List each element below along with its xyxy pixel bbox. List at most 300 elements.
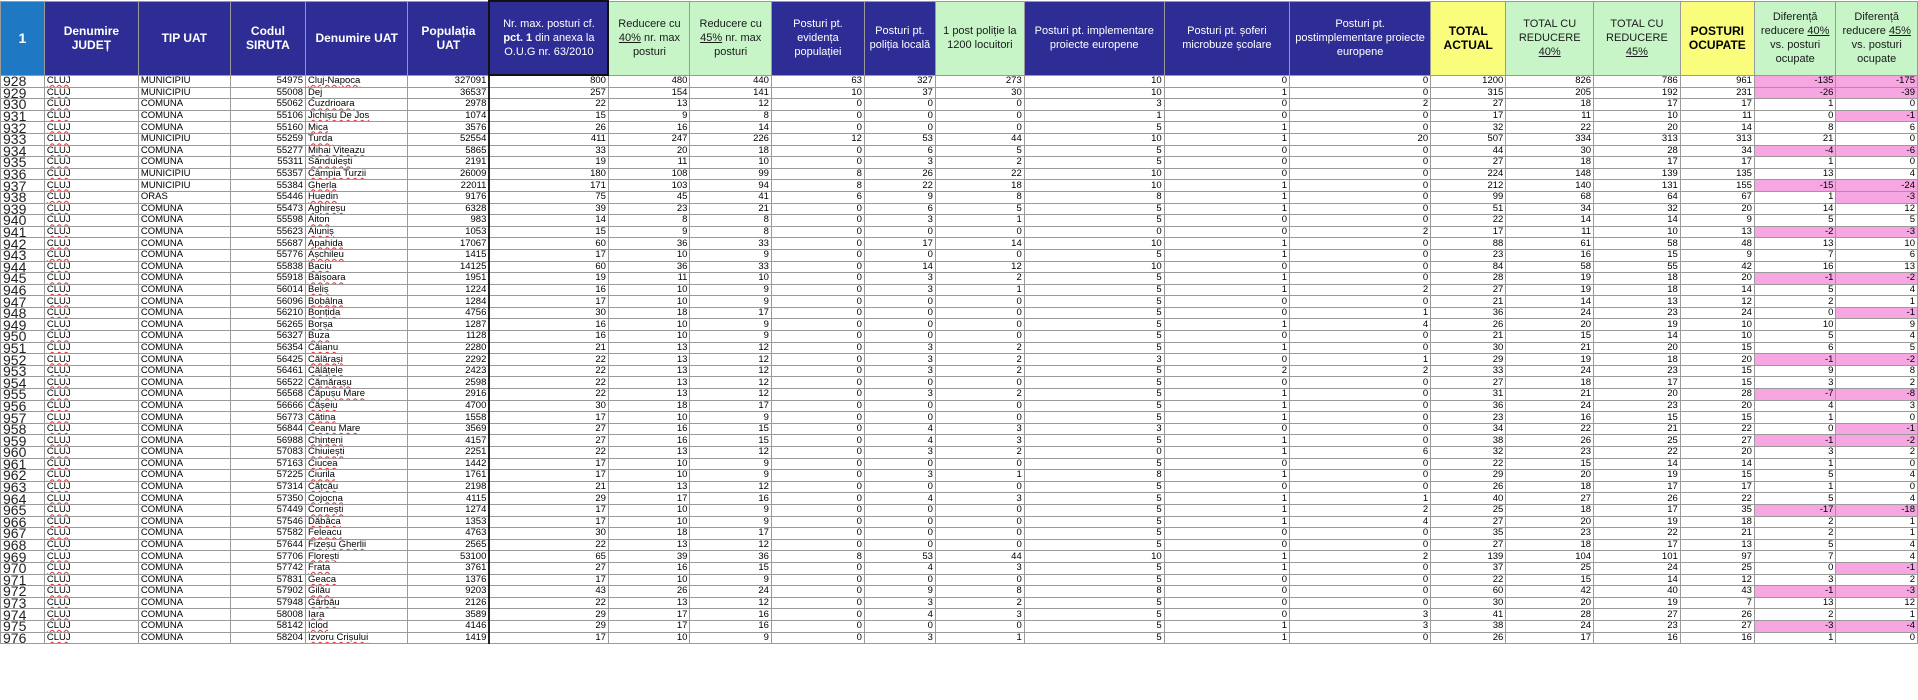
table-row[interactable] <box>1 551 1918 563</box>
evidenta-cell[interactable]: 0 <box>771 632 864 644</box>
posturi-ocupate-cell[interactable]: 14 <box>1680 458 1754 470</box>
politia-locala-cell[interactable]: 26 <box>864 168 935 180</box>
evidenta-cell[interactable]: 0 <box>771 597 864 609</box>
row-number-cell[interactable]: 963 <box>1 481 45 493</box>
post-1200-cell[interactable]: 0 <box>935 620 1024 632</box>
populatia-cell[interactable]: 1353 <box>408 516 489 528</box>
max-posturi-cell[interactable]: 75 <box>489 191 608 203</box>
posturi-ocupate-cell[interactable]: 15 <box>1680 342 1754 354</box>
politia-locala-cell[interactable]: 0 <box>864 539 935 551</box>
total-actual-cell[interactable]: 40 <box>1431 493 1506 505</box>
max-posturi-cell[interactable]: 17 <box>489 249 608 261</box>
post-1200-cell[interactable]: 3 <box>935 435 1024 447</box>
reducere-45-cell[interactable]: 9 <box>690 331 771 343</box>
reducere-40-cell[interactable]: 9 <box>608 110 689 122</box>
denumire-uat-cell[interactable]: Câmpia Turzii <box>306 168 408 180</box>
implementare-cell[interactable]: 5 <box>1024 458 1164 470</box>
row-number-cell[interactable]: 956 <box>1 400 45 412</box>
cod-siruta-cell[interactable]: 55357 <box>230 168 305 180</box>
post-1200-cell[interactable]: 2 <box>935 273 1024 285</box>
total-45-cell[interactable]: 25 <box>1594 435 1681 447</box>
evidenta-cell[interactable]: 0 <box>771 377 864 389</box>
cod-siruta-cell[interactable]: 56666 <box>230 400 305 412</box>
diferenta-45-cell[interactable]: 4 <box>1836 470 1918 482</box>
posturi-ocupate-cell[interactable]: 17 <box>1680 481 1754 493</box>
posturi-ocupate-cell[interactable]: 12 <box>1680 574 1754 586</box>
postimplementare-cell[interactable]: 0 <box>1290 423 1431 435</box>
diferenta-40-cell[interactable]: 3 <box>1754 574 1835 586</box>
soferi-cell[interactable]: 0 <box>1164 261 1289 273</box>
soferi-cell[interactable]: 1 <box>1164 516 1289 528</box>
max-posturi-cell[interactable]: 22 <box>489 389 608 401</box>
reducere-45-cell[interactable]: 8 <box>690 215 771 227</box>
evidenta-cell[interactable]: 12 <box>771 133 864 145</box>
max-posturi-cell[interactable]: 17 <box>489 632 608 644</box>
reducere-45-cell[interactable]: 12 <box>690 377 771 389</box>
total-actual-cell[interactable]: 38 <box>1431 435 1506 447</box>
post-1200-cell[interactable]: 0 <box>935 458 1024 470</box>
soferi-cell[interactable]: 0 <box>1164 168 1289 180</box>
diferenta-45-cell[interactable]: 0 <box>1836 99 1918 111</box>
tip-uat-cell[interactable]: COMUNA <box>138 99 230 111</box>
reducere-40-cell[interactable]: 8 <box>608 215 689 227</box>
table-row[interactable] <box>1 620 1918 632</box>
total-actual-cell[interactable]: 29 <box>1431 470 1506 482</box>
total-45-cell[interactable]: 23 <box>1594 620 1681 632</box>
cod-siruta-cell[interactable]: 55259 <box>230 133 305 145</box>
reducere-45-cell[interactable]: 9 <box>690 412 771 424</box>
header-denumire-uat[interactable]: Denumire UAT <box>306 1 408 75</box>
politia-locala-cell[interactable]: 0 <box>864 400 935 412</box>
posturi-ocupate-cell[interactable]: 24 <box>1680 307 1754 319</box>
total-actual-cell[interactable]: 1200 <box>1431 75 1506 87</box>
soferi-cell[interactable]: 0 <box>1164 215 1289 227</box>
diferenta-40-cell[interactable]: 10 <box>1754 319 1835 331</box>
post-1200-cell[interactable]: 3 <box>935 562 1024 574</box>
max-posturi-cell[interactable]: 60 <box>489 261 608 273</box>
reducere-45-cell[interactable]: 33 <box>690 261 771 273</box>
denumire-uat-cell[interactable]: Cătina <box>306 412 408 424</box>
row-number-cell[interactable]: 952 <box>1 354 45 366</box>
politia-locala-cell[interactable]: 0 <box>864 296 935 308</box>
post-1200-cell[interactable]: 1 <box>935 470 1024 482</box>
reducere-40-cell[interactable]: 10 <box>608 574 689 586</box>
soferi-cell[interactable]: 1 <box>1164 203 1289 215</box>
implementare-cell[interactable]: 0 <box>1024 226 1164 238</box>
row-number-cell[interactable]: 948 <box>1 307 45 319</box>
postimplementare-cell[interactable]: 0 <box>1290 75 1431 87</box>
total-45-cell[interactable]: 32 <box>1594 203 1681 215</box>
populatia-cell[interactable]: 3761 <box>408 562 489 574</box>
diferenta-40-cell[interactable]: -1 <box>1754 273 1835 285</box>
populatia-cell[interactable]: 4763 <box>408 528 489 540</box>
total-45-cell[interactable]: 23 <box>1594 307 1681 319</box>
tip-uat-cell[interactable]: COMUNA <box>138 504 230 516</box>
populatia-cell[interactable]: 9176 <box>408 191 489 203</box>
evidenta-cell[interactable]: 0 <box>771 389 864 401</box>
evidenta-cell[interactable]: 0 <box>771 122 864 134</box>
reducere-40-cell[interactable]: 154 <box>608 87 689 99</box>
total-actual-cell[interactable]: 139 <box>1431 551 1506 563</box>
evidenta-cell[interactable]: 0 <box>771 562 864 574</box>
evidenta-cell[interactable]: 0 <box>771 574 864 586</box>
cod-siruta-cell[interactable]: 57083 <box>230 447 305 459</box>
politia-locala-cell[interactable]: 0 <box>864 481 935 493</box>
reducere-40-cell[interactable]: 36 <box>608 261 689 273</box>
reducere-40-cell[interactable]: 10 <box>608 412 689 424</box>
post-1200-cell[interactable]: 3 <box>935 493 1024 505</box>
total-40-cell[interactable]: 18 <box>1506 539 1594 551</box>
total-40-cell[interactable]: 18 <box>1506 157 1594 169</box>
reducere-40-cell[interactable]: 10 <box>608 504 689 516</box>
populatia-cell[interactable]: 5865 <box>408 145 489 157</box>
table-row[interactable] <box>1 528 1918 540</box>
cod-siruta-cell[interactable]: 55473 <box>230 203 305 215</box>
posturi-ocupate-cell[interactable]: 14 <box>1680 284 1754 296</box>
politia-locala-cell[interactable]: 0 <box>864 458 935 470</box>
diferenta-45-cell[interactable]: 6 <box>1836 122 1918 134</box>
cod-siruta-cell[interactable]: 57225 <box>230 470 305 482</box>
cod-siruta-cell[interactable]: 57742 <box>230 562 305 574</box>
total-45-cell[interactable]: 18 <box>1594 354 1681 366</box>
diferenta-45-cell[interactable]: 10 <box>1836 238 1918 250</box>
posturi-ocupate-cell[interactable]: 7 <box>1680 597 1754 609</box>
soferi-cell[interactable]: 1 <box>1164 389 1289 401</box>
politia-locala-cell[interactable]: 0 <box>864 516 935 528</box>
diferenta-40-cell[interactable]: 6 <box>1754 342 1835 354</box>
reducere-45-cell[interactable]: 10 <box>690 273 771 285</box>
table-row[interactable] <box>1 319 1918 331</box>
posturi-ocupate-cell[interactable]: 231 <box>1680 87 1754 99</box>
judet-cell[interactable]: CLUJ <box>44 354 138 366</box>
diferenta-45-cell[interactable]: 6 <box>1836 249 1918 261</box>
total-45-cell[interactable]: 19 <box>1594 319 1681 331</box>
soferi-cell[interactable]: 0 <box>1164 586 1289 598</box>
header-implementare[interactable]: Posturi pt. implementare proiecte europene <box>1024 1 1164 75</box>
total-45-cell[interactable]: 26 <box>1594 493 1681 505</box>
total-actual-cell[interactable]: 35 <box>1431 528 1506 540</box>
table-row[interactable] <box>1 354 1918 366</box>
tip-uat-cell[interactable]: COMUNA <box>138 458 230 470</box>
evidenta-cell[interactable]: 0 <box>771 586 864 598</box>
total-40-cell[interactable]: 334 <box>1506 133 1594 145</box>
politia-locala-cell[interactable]: 4 <box>864 493 935 505</box>
total-45-cell[interactable]: 18 <box>1594 273 1681 285</box>
populatia-cell[interactable]: 4756 <box>408 307 489 319</box>
post-1200-cell[interactable]: 2 <box>935 157 1024 169</box>
tip-uat-cell[interactable]: COMUNA <box>138 493 230 505</box>
reducere-40-cell[interactable]: 13 <box>608 377 689 389</box>
row-number-cell[interactable]: 954 <box>1 377 45 389</box>
diferenta-40-cell[interactable]: 1 <box>1754 632 1835 644</box>
postimplementare-cell[interactable]: 0 <box>1290 203 1431 215</box>
evidenta-cell[interactable]: 0 <box>771 319 864 331</box>
implementare-cell[interactable]: 5 <box>1024 365 1164 377</box>
politia-locala-cell[interactable]: 22 <box>864 180 935 192</box>
diferenta-45-cell[interactable]: 3 <box>1836 400 1918 412</box>
max-posturi-cell[interactable]: 180 <box>489 168 608 180</box>
soferi-cell[interactable]: 1 <box>1164 191 1289 203</box>
diferenta-40-cell[interactable]: 1 <box>1754 157 1835 169</box>
max-posturi-cell[interactable]: 29 <box>489 493 608 505</box>
judet-cell[interactable]: CLUJ <box>44 191 138 203</box>
populatia-cell[interactable]: 9203 <box>408 586 489 598</box>
cod-siruta-cell[interactable]: 57163 <box>230 458 305 470</box>
diferenta-45-cell[interactable]: 0 <box>1836 157 1918 169</box>
populatia-cell[interactable]: 4157 <box>408 435 489 447</box>
posturi-ocupate-cell[interactable]: 22 <box>1680 423 1754 435</box>
populatia-cell[interactable]: 983 <box>408 215 489 227</box>
soferi-cell[interactable]: 0 <box>1164 145 1289 157</box>
reducere-45-cell[interactable]: 12 <box>690 447 771 459</box>
max-posturi-cell[interactable]: 27 <box>489 435 608 447</box>
posturi-ocupate-cell[interactable]: 20 <box>1680 273 1754 285</box>
evidenta-cell[interactable]: 6 <box>771 191 864 203</box>
reducere-40-cell[interactable]: 247 <box>608 133 689 145</box>
denumire-uat-cell[interactable]: Borșa <box>306 319 408 331</box>
soferi-cell[interactable]: 0 <box>1164 481 1289 493</box>
soferi-cell[interactable]: 0 <box>1164 110 1289 122</box>
table-row[interactable] <box>1 377 1918 389</box>
tip-uat-cell[interactable]: COMUNA <box>138 597 230 609</box>
reducere-40-cell[interactable]: 17 <box>608 620 689 632</box>
cod-siruta-cell[interactable]: 58204 <box>230 632 305 644</box>
denumire-uat-cell[interactable]: Ciurila <box>306 470 408 482</box>
tip-uat-cell[interactable]: COMUNA <box>138 110 230 122</box>
politia-locala-cell[interactable]: 3 <box>864 365 935 377</box>
diferenta-40-cell[interactable]: 3 <box>1754 377 1835 389</box>
evidenta-cell[interactable]: 0 <box>771 284 864 296</box>
header-judet[interactable]: Denumire JUDEȚ <box>44 1 138 75</box>
total-actual-cell[interactable]: 21 <box>1431 331 1506 343</box>
reducere-45-cell[interactable]: 12 <box>690 99 771 111</box>
tip-uat-cell[interactable]: COMUNA <box>138 412 230 424</box>
judet-cell[interactable]: CLUJ <box>44 423 138 435</box>
soferi-cell[interactable]: 1 <box>1164 447 1289 459</box>
header-evidenta[interactable]: Posturi pt. evidența populației <box>771 1 864 75</box>
reducere-45-cell[interactable]: 440 <box>690 75 771 87</box>
post-1200-cell[interactable]: 0 <box>935 504 1024 516</box>
evidenta-cell[interactable]: 0 <box>771 331 864 343</box>
max-posturi-cell[interactable]: 60 <box>489 238 608 250</box>
posturi-ocupate-cell[interactable]: 13 <box>1680 539 1754 551</box>
row-number-cell[interactable]: 928 <box>1 75 45 87</box>
reducere-45-cell[interactable]: 12 <box>690 481 771 493</box>
soferi-cell[interactable]: 1 <box>1164 284 1289 296</box>
diferenta-40-cell[interactable]: 2 <box>1754 528 1835 540</box>
politia-locala-cell[interactable]: 3 <box>864 215 935 227</box>
denumire-uat-cell[interactable]: Frata <box>306 562 408 574</box>
reducere-40-cell[interactable]: 17 <box>608 493 689 505</box>
table-row[interactable] <box>1 389 1918 401</box>
implementare-cell[interactable]: 5 <box>1024 609 1164 621</box>
diferenta-45-cell[interactable]: 1 <box>1836 516 1918 528</box>
table-row[interactable] <box>1 180 1918 192</box>
postimplementare-cell[interactable]: 2 <box>1290 284 1431 296</box>
reducere-45-cell[interactable]: 15 <box>690 562 771 574</box>
header-populatia[interactable]: Populația UAT <box>408 1 489 75</box>
judet-cell[interactable]: CLUJ <box>44 284 138 296</box>
max-posturi-cell[interactable]: 22 <box>489 377 608 389</box>
row-number-cell[interactable]: 942 <box>1 238 45 250</box>
evidenta-cell[interactable]: 0 <box>771 423 864 435</box>
diferenta-45-cell[interactable]: 4 <box>1836 331 1918 343</box>
table-row[interactable] <box>1 423 1918 435</box>
row-number-cell[interactable]: 971 <box>1 574 45 586</box>
tip-uat-cell[interactable]: COMUNA <box>138 261 230 273</box>
denumire-uat-cell[interactable]: Iclod <box>306 620 408 632</box>
cod-siruta-cell[interactable]: 57350 <box>230 493 305 505</box>
soferi-cell[interactable]: 2 <box>1164 365 1289 377</box>
postimplementare-cell[interactable]: 0 <box>1290 261 1431 273</box>
cod-siruta-cell[interactable]: 57831 <box>230 574 305 586</box>
total-45-cell[interactable]: 21 <box>1594 423 1681 435</box>
posturi-ocupate-cell[interactable]: 20 <box>1680 203 1754 215</box>
post-1200-cell[interactable]: 0 <box>935 296 1024 308</box>
table-row[interactable] <box>1 342 1918 354</box>
total-45-cell[interactable]: 20 <box>1594 342 1681 354</box>
denumire-uat-cell[interactable]: Cornești <box>306 504 408 516</box>
diferenta-40-cell[interactable]: -15 <box>1754 180 1835 192</box>
row-number-cell[interactable]: 933 <box>1 133 45 145</box>
judet-cell[interactable]: CLUJ <box>44 168 138 180</box>
posturi-ocupate-cell[interactable]: 48 <box>1680 238 1754 250</box>
postimplementare-cell[interactable]: 0 <box>1290 470 1431 482</box>
total-40-cell[interactable]: 24 <box>1506 307 1594 319</box>
populatia-cell[interactable]: 1074 <box>408 110 489 122</box>
table-row[interactable] <box>1 273 1918 285</box>
total-actual-cell[interactable]: 22 <box>1431 574 1506 586</box>
posturi-ocupate-cell[interactable]: 43 <box>1680 586 1754 598</box>
judet-cell[interactable]: CLUJ <box>44 447 138 459</box>
denumire-uat-cell[interactable]: Cluj-Napoca <box>306 75 408 87</box>
total-actual-cell[interactable]: 23 <box>1431 412 1506 424</box>
total-45-cell[interactable]: 17 <box>1594 539 1681 551</box>
diferenta-45-cell[interactable]: -1 <box>1836 307 1918 319</box>
judet-cell[interactable]: CLUJ <box>44 87 138 99</box>
reducere-45-cell[interactable]: 12 <box>690 539 771 551</box>
postimplementare-cell[interactable]: 1 <box>1290 493 1431 505</box>
tip-uat-cell[interactable]: COMUNA <box>138 620 230 632</box>
total-actual-cell[interactable]: 27 <box>1431 377 1506 389</box>
row-number-cell[interactable]: 974 <box>1 609 45 621</box>
table-row[interactable] <box>1 609 1918 621</box>
total-actual-cell[interactable]: 21 <box>1431 296 1506 308</box>
total-45-cell[interactable]: 24 <box>1594 562 1681 574</box>
reducere-45-cell[interactable]: 9 <box>690 574 771 586</box>
total-actual-cell[interactable]: 33 <box>1431 365 1506 377</box>
denumire-uat-cell[interactable]: Baciu <box>306 261 408 273</box>
postimplementare-cell[interactable]: 3 <box>1290 609 1431 621</box>
soferi-cell[interactable]: 0 <box>1164 597 1289 609</box>
evidenta-cell[interactable]: 0 <box>771 226 864 238</box>
diferenta-40-cell[interactable]: -1 <box>1754 435 1835 447</box>
denumire-uat-cell[interactable]: Chinteni <box>306 435 408 447</box>
header-reducere-40[interactable] <box>608 1 689 75</box>
judet-cell[interactable]: CLUJ <box>44 609 138 621</box>
diferenta-40-cell[interactable]: 5 <box>1754 215 1835 227</box>
table-row[interactable] <box>1 365 1918 377</box>
total-45-cell[interactable]: 192 <box>1594 87 1681 99</box>
total-40-cell[interactable]: 26 <box>1506 435 1594 447</box>
header-total-45[interactable] <box>1594 1 1681 75</box>
cod-siruta-cell[interactable]: 56568 <box>230 389 305 401</box>
diferenta-40-cell[interactable]: 0 <box>1754 562 1835 574</box>
tip-uat-cell[interactable]: COMUNA <box>138 284 230 296</box>
populatia-cell[interactable]: 1415 <box>408 249 489 261</box>
total-40-cell[interactable]: 24 <box>1506 400 1594 412</box>
denumire-uat-cell[interactable]: Florești <box>306 551 408 563</box>
posturi-ocupate-cell[interactable]: 27 <box>1680 620 1754 632</box>
diferenta-40-cell[interactable]: 0 <box>1754 423 1835 435</box>
postimplementare-cell[interactable]: 0 <box>1290 87 1431 99</box>
total-45-cell[interactable]: 15 <box>1594 412 1681 424</box>
diferenta-45-cell[interactable]: -3 <box>1836 586 1918 598</box>
total-40-cell[interactable]: 28 <box>1506 609 1594 621</box>
tip-uat-cell[interactable]: COMUNA <box>138 157 230 169</box>
postimplementare-cell[interactable]: 0 <box>1290 110 1431 122</box>
total-actual-cell[interactable]: 36 <box>1431 400 1506 412</box>
post-1200-cell[interactable]: 8 <box>935 191 1024 203</box>
denumire-uat-cell[interactable]: Beliș <box>306 284 408 296</box>
post-1200-cell[interactable]: 44 <box>935 551 1024 563</box>
header-diferenta-40[interactable] <box>1754 1 1835 75</box>
denumire-uat-cell[interactable]: Turda <box>306 133 408 145</box>
row-number-cell[interactable]: 939 <box>1 203 45 215</box>
post-1200-cell[interactable]: 18 <box>935 180 1024 192</box>
tip-uat-cell[interactable]: COMUNA <box>138 562 230 574</box>
max-posturi-cell[interactable]: 29 <box>489 609 608 621</box>
implementare-cell[interactable]: 5 <box>1024 122 1164 134</box>
evidenta-cell[interactable]: 0 <box>771 516 864 528</box>
posturi-ocupate-cell[interactable]: 12 <box>1680 296 1754 308</box>
diferenta-45-cell[interactable]: -8 <box>1836 389 1918 401</box>
implementare-cell[interactable]: 5 <box>1024 273 1164 285</box>
judet-cell[interactable]: CLUJ <box>44 562 138 574</box>
diferenta-40-cell[interactable]: 1 <box>1754 99 1835 111</box>
total-actual-cell[interactable]: 88 <box>1431 238 1506 250</box>
total-actual-cell[interactable]: 23 <box>1431 249 1506 261</box>
total-40-cell[interactable]: 23 <box>1506 447 1594 459</box>
reducere-40-cell[interactable]: 20 <box>608 145 689 157</box>
post-1200-cell[interactable]: 0 <box>935 110 1024 122</box>
denumire-uat-cell[interactable]: Gilău <box>306 586 408 598</box>
soferi-cell[interactable]: 0 <box>1164 423 1289 435</box>
postimplementare-cell[interactable]: 0 <box>1290 400 1431 412</box>
soferi-cell[interactable]: 0 <box>1164 157 1289 169</box>
tip-uat-cell[interactable]: COMUNA <box>138 319 230 331</box>
total-40-cell[interactable]: 42 <box>1506 586 1594 598</box>
soferi-cell[interactable]: 1 <box>1164 238 1289 250</box>
diferenta-40-cell[interactable]: -7 <box>1754 389 1835 401</box>
implementare-cell[interactable]: 5 <box>1024 296 1164 308</box>
diferenta-45-cell[interactable]: -1 <box>1836 110 1918 122</box>
judet-cell[interactable]: CLUJ <box>44 551 138 563</box>
reducere-40-cell[interactable]: 10 <box>608 458 689 470</box>
implementare-cell[interactable]: 1 <box>1024 110 1164 122</box>
denumire-uat-cell[interactable]: Căianu <box>306 342 408 354</box>
table-row[interactable] <box>1 504 1918 516</box>
reducere-40-cell[interactable]: 13 <box>608 354 689 366</box>
total-45-cell[interactable]: 20 <box>1594 389 1681 401</box>
total-actual-cell[interactable]: 38 <box>1431 620 1506 632</box>
row-number-cell[interactable]: 961 <box>1 458 45 470</box>
max-posturi-cell[interactable]: 411 <box>489 133 608 145</box>
cod-siruta-cell[interactable]: 55838 <box>230 261 305 273</box>
denumire-uat-cell[interactable]: Căpușu Mare <box>306 389 408 401</box>
implementare-cell[interactable]: 10 <box>1024 238 1164 250</box>
total-45-cell[interactable]: 22 <box>1594 528 1681 540</box>
